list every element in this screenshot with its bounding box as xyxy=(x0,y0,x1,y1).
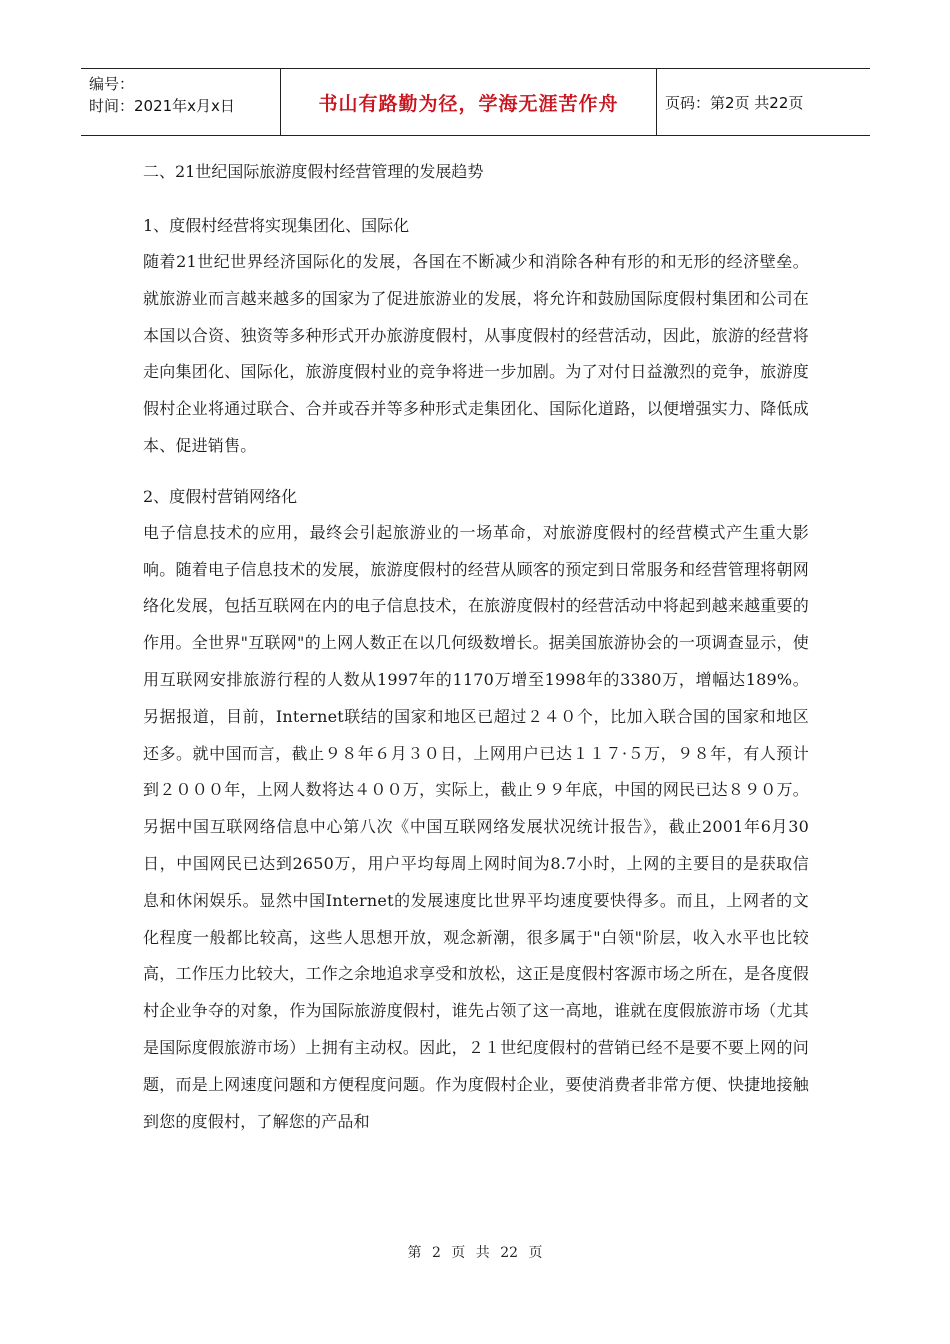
page-footer: 第 2 页 共 22 页 xyxy=(407,1245,543,1261)
number-label: 编号： xyxy=(89,75,135,93)
section-title: 二、21世纪国际旅游度假村经营管理的发展趋势 xyxy=(143,162,484,181)
header-page-info: 页码：第2页 共22页 xyxy=(665,93,804,112)
subsection-title-1: 1、度假村经营将实现集团化、国际化 xyxy=(143,216,410,235)
paragraph-1: 随着21世纪世界经济国际化的发展，各国在不断减少和消除各种有形的和无形的经济壁垒。就旅游业而言越来越多的国家为了促进旅游业的发展，将允许和鼓励国际度假村集团和公司在本国以合资、独资等多种形式开办旅游度假村，从事度假村的经营活动，因此，旅游的经营将走向集团化、国际化，旅游度假村业的竞争将进一步加剧。为了对付日益激烈的竞争，旅游度假村企业将通过联合、合并或吞并等多种形式走集团化、国际化道路，以便增强实力、降低成本、促进销售。 xyxy=(143,252,809,455)
document-header xyxy=(81,68,870,136)
subsection-title-2: 2、度假村营销网络化 xyxy=(143,486,298,506)
header-meta xyxy=(81,69,281,135)
header-motto: 书山有路勤为径，学海无涯苦作舟 xyxy=(281,69,657,135)
paragraph-2: 电子信息技术的应用，最终会引起旅游业的一场革命，对旅游度假村的经营模式产生重大影响。随着电子信息技术的发展，旅游度假村的经营从顾客的预定到日常服务和经营管理将朝网络化发展，包括互联网在内的电子信息技术，在旅游度假村的经营活动中将起到越来越重要的作用。全世界"互联网"的上网人数正在以几何级数增长。据美国旅游协会的一项调查显示，使用互联网安排旅游行程的人数从1997年的1170万增至1998年的3380万，增幅达189%。另据报道，目前，Internet联结的国家和地区已超过２４０个，比加入联合国的国家和地区还多。就中国而言，截止９８年６月３０日，上网用户已达１１７·５万，９８年，有人预计到２０００年，上网人数将达４００万，实际上，截止９９年底，中国的网民已达８９０万。另据中国互联网络信息中心第八次《中国互联网络发展状况统计报告》，截止2001年6月30日，中国网民已达到2650万，用户平均每周上网时间为8.7小时，上网的主要目的是获取信息和休闲娱乐。显然中国Internet的发展速度比世界平均速度要快得多。而且，上网者的文化程度一般都比较高，这些人思想开放，观念新潮，很多属于"白领"阶层，收入水平也比较高，工作压力比较大，工作之余地追求享受和放松，这正是度假村客源市场之所在，是各度假村企业争夺的对象，作为国际旅游度假村，谁先占领了这一高地，谁就在度假旅游市场（尤其是国际度假旅游市场）上拥有主动权。因此，２１世纪度假村的营销已经不是要不要上网的问题，而是上网速度问题和方便程度问题。作为度假村企业，要使消费者非常方便、快捷地接触到您的度假村，了解您的产品和 xyxy=(143,522,809,1131)
article-body xyxy=(143,150,809,1140)
time-label: 时间：2021年x月x日 xyxy=(89,97,235,115)
